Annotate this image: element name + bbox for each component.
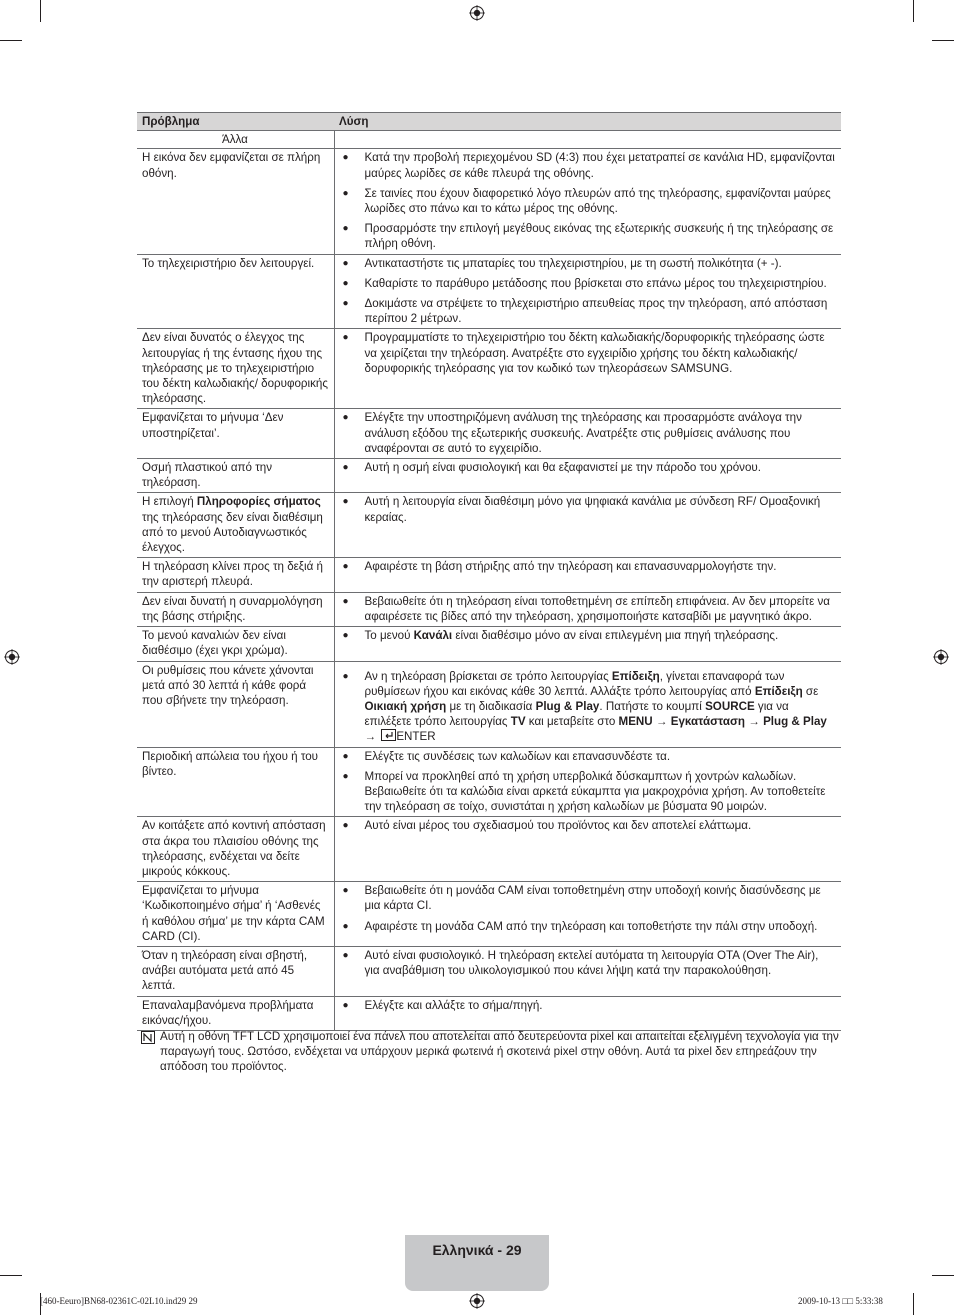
solution-item: ● Αυτή η οσμή είναι φυσιολογική και θα εξαφανιστεί με την πάροδο του χρόνου.	[340, 460, 837, 475]
enter-icon	[381, 729, 396, 741]
table-row	[137, 149, 841, 254]
solution-cell	[334, 493, 841, 558]
solution-text: Αν η τηλεόραση βρίσκεται σε τρόπο λειτουργίας	[364, 669, 612, 683]
solution-item: ● Ελέγξτε την υποστηριζόμενη ανάλυση της τηλεόρασης και προσαρμόστε ανάλογα την ανάλυση εξόδου της εξωτερικής συσκευής. Ανατρέξτε στις ρυθμίσεις ανάλυσης που αναφέρονται σε αυτό το εγχειρίδιο.	[340, 410, 837, 456]
problem-text: της τηλεόρασης δεν είναι διαθέσιμη από το μενού Αυτοδιαγνωστικός έλεγχος.	[142, 510, 323, 555]
solution-cell	[334, 459, 841, 493]
solution-item: ● Δοκιμάστε να στρέψετε το τηλεχειριστήριο απευθείας προς την τηλεόραση, από απόσταση περίπου 2 μέτρων.	[340, 296, 837, 326]
solution-item: ● Βεβαιωθείτε ότι η τηλεόραση είναι τοποθετημένη σε επίπεδη επιφάνεια. Αν δεν μπορείτε να αφαιρέσετε τις βίδες από την τηλεόραση, χρησιμοποιήστε κατσαβίδι με μαγνητικό άκρο.	[340, 594, 837, 624]
solution-text: Το μενού	[364, 629, 414, 643]
solution-item: ● Σε ταινίες που έχουν διαφορετικό λόγο πλευρών από της τηλεόρασης, εμφανίζονται μαύρες λωρίδες στο πάνω και το κάτω μέρος της οθόνης.	[340, 186, 837, 216]
table-row	[137, 627, 841, 661]
solution-item: ● Αντικαταστήστε τις μπαταρίες του τηλεχειριστηρίου, με τη σωστή πολικότητα (+ -).	[340, 256, 837, 271]
solution-cell	[334, 329, 841, 409]
solution-text-bold: Οικιακή χρήση	[364, 699, 447, 713]
problem-cell: Δεν είναι δυνατός ο έλεγχος της λειτουργίας ή της έντασης ήχου της τηλεόρασης με το τηλεχειριστήριο του δέκτη καλωδιακής/ δορυφορικής τηλεόρασης.	[137, 329, 334, 409]
crop-mark	[40, 0, 41, 22]
table-row	[137, 882, 841, 947]
solution-cell	[334, 592, 841, 626]
subheader-label: Άλλα	[222, 133, 248, 147]
problem-cell: Η εικόνα δεν εμφανίζεται σε πλήρη οθόνη.	[137, 149, 334, 254]
footer-file-info: [460-Eeuro]BN68-02361C-02L10.ind29 29	[40, 1296, 198, 1306]
crop-mark	[932, 40, 954, 41]
solution-item: ● Αυτό είναι μέρος του σχεδιασμού του προϊόντος και δεν αποτελεί ελάττωμα.	[340, 818, 837, 833]
subheader-empty	[334, 131, 841, 149]
solution-cell	[334, 254, 841, 329]
table-row	[137, 592, 841, 626]
solution-text: , γίνεται επαναφορά των ρυθμίσεων ήχου και εικόνας κάθε 30 λεπτά. Αλλάξτε τρόπο λειτουργίας από	[364, 669, 785, 698]
solution-text-bold: →	[364, 730, 380, 744]
table-header-row	[137, 113, 841, 131]
problem-cell	[137, 493, 334, 558]
solution-cell	[334, 627, 841, 661]
problem-cell: Η τηλεόραση κλίνει προς τη δεξιά ή την αριστερή πλευρά.	[137, 558, 334, 592]
problem-cell: Οι ρυθμίσεις που κάνετε χάνονται μετά από 30 λεπτά ή κάθε φορά που σβήνετε την τηλεόραση.	[137, 661, 334, 747]
problem-cell: Εμφανίζεται το μήνυμα ‘Κωδικοποιημένο σήμα’ ή ‘Ασθενές ή καθόλου σήμα’ με την κάρτα CAM CARD (CI).	[137, 882, 334, 947]
solution-cell	[334, 409, 841, 459]
solution-text-bold: TV	[510, 715, 526, 729]
solution-item: ● Ελέγξτε τις συνδέσεις των καλωδίων και επανασυνδέστε τα.	[340, 749, 837, 764]
table-row	[137, 817, 841, 882]
solution-item	[340, 669, 837, 745]
solution-text: και μεταβείτε στο	[525, 715, 619, 729]
solution-cell	[334, 661, 841, 747]
solution-item	[340, 628, 837, 643]
solution-item: ● Προσαρμόστε την επιλογή μεγέθους εικόνας της εξωτερικής συσκευής ή της τηλεόρασης σε πλήρη οθόνη.	[340, 221, 837, 251]
problem-cell: Οσμή πλαστικού από την τηλεόραση.	[137, 459, 334, 493]
table-row	[137, 661, 841, 747]
solution-text-bold: Plug & Play	[535, 699, 600, 713]
solution-cell	[334, 996, 841, 1030]
solution-text-bold: Κανάλι	[413, 629, 453, 643]
solution-text-bold: Plug & Play	[763, 715, 827, 729]
column-header-problem: Πρόβλημα	[137, 113, 334, 131]
solution-cell	[334, 558, 841, 592]
page-number-tab	[405, 1235, 549, 1291]
subheader-other	[137, 131, 334, 149]
solution-text: σε	[802, 684, 819, 698]
solution-item: ● Καθαρίστε το παράθυρο μετάδοσης που βρίσκεται στο επάνω μέρος του τηλεχειριστηρίου.	[340, 276, 837, 291]
registration-mark-icon	[469, 1293, 485, 1309]
crop-mark	[913, 1293, 914, 1315]
crop-mark	[932, 1275, 954, 1276]
problem-cell: Επαναλαμβανόμενα προβλήματα εικόνας/ήχου.	[137, 996, 334, 1030]
solution-text-bold: Επίδειξη	[611, 669, 660, 683]
solution-item: ● Αφαιρέστε τη βάση στήριξης από την τηλεόραση και επανασυναρμολογήστε την.	[340, 559, 837, 574]
table-row	[137, 946, 841, 996]
solution-cell	[334, 882, 841, 947]
table-row	[137, 996, 841, 1030]
solution-cell	[334, 946, 841, 996]
solution-item: ● Μπορεί να προκληθεί από τη χρήση υπερβολικά δύσκαμπτων ή χοντρών καλωδίων. Βεβαιωθείτε ότι τα καλώδια είναι αρκετά εύκαμπτα για μακροχρόνια χρήση. Αν τοποθετείτε την τηλεόραση σε τοίχο, συνιστάται η χρήση καλωδίων με βύσματα 90 μοιρών.	[340, 769, 837, 815]
note-block	[141, 1029, 839, 1075]
problem-text-bold: Πληροφορίες σήματος	[196, 495, 321, 509]
solution-text: . Πατήστε το κουμπί	[599, 699, 706, 713]
problem-cell: Αν κοιτάξετε από κοντινή απόσταση στα άκρα του πλαισίου οθόνης της τηλεόρασης, ενδέχεται να δείτε μικρούς κόκκους.	[137, 817, 334, 882]
problem-cell: Το τηλεχειριστήριο δεν λειτουργεί.	[137, 254, 334, 329]
solution-cell	[334, 149, 841, 254]
solution-text-bold: →	[652, 715, 671, 729]
table-row	[137, 493, 841, 558]
solution-item: ● Αφαιρέστε τη μονάδα CAM από την τηλεόραση και τοποθετήστε την πάλι στην υποδοχή.	[340, 919, 837, 934]
table-row	[137, 254, 841, 329]
registration-mark-icon	[469, 5, 485, 21]
registration-mark-icon	[933, 649, 949, 665]
solution-text-bold: Εγκατάσταση	[670, 715, 746, 729]
column-header-solution: Λύση	[334, 113, 841, 131]
table-row	[137, 329, 841, 409]
solution-item: ● Αυτή η λειτουργία είναι διαθέσιμη μόνο για ψηφιακά κανάλια με σύνδεση RF/ Ομοαξονική κεραίας.	[340, 494, 837, 524]
solution-text: με τη διαδικασία	[446, 699, 536, 713]
problem-cell: Δεν είναι δυνατή η συναρμολόγηση της βάσης στήριξης.	[137, 592, 334, 626]
solution-cell	[334, 747, 841, 817]
solution-text: είναι διαθέσιμο μόνο αν είναι επιλεγμένη μια πηγή τηλεόρασης.	[452, 629, 779, 643]
crop-mark	[913, 0, 914, 22]
note-text: Αυτή η οθόνη TFT LCD χρησιμοποιεί ένα πάνελ που αποτελείται από δευτερεύοντα pixel και απαιτείται εξελιγμένη τεχνολογία για την παραγωγή τους. Ωστόσο, ενδέχεται να υπάρχουν μερικά φωτεινά ή σκοτεινά pixel στην οθόνη. Αυτά τα pixel δεν επηρεάζουν την απόδοση του προϊόντος.	[160, 1030, 839, 1074]
solution-item: ● Αυτό είναι φυσιολογικό. Η τηλεόραση εκτελεί αυτόματα τη λειτουργία OTA (Over The Air), για αναβάθμιση του υλικολογισμικού που κάνει λήψη κατά την παρακολούθηση.	[340, 948, 837, 978]
page-number-label: Ελληνικά - 29	[432, 1242, 522, 1258]
problem-cell: Περιοδική απώλεια του ήχου ή του βίντεο.	[137, 747, 334, 817]
solution-text-bold: SOURCE	[705, 699, 755, 713]
solution-text: για να επιλέξετε τρόπο λειτουργίας	[364, 699, 789, 729]
table-row	[137, 459, 841, 493]
troubleshooting-table	[137, 112, 841, 1031]
crop-mark	[0, 40, 22, 41]
solution-text-bold: →	[745, 715, 764, 729]
table-row	[137, 747, 841, 817]
footer-timestamp: 2009-10-13 □□ 5:33:38	[798, 1296, 883, 1306]
problem-cell: Εμφανίζεται το μήνυμα ‘Δεν υποστηρίζεται’.	[137, 409, 334, 459]
solution-item: ● Βεβαιωθείτε ότι η μονάδα CAM είναι τοποθετημένη στην υποδοχή κοινής διασύνδεσης με μια κάρτα CI.	[340, 883, 837, 913]
registration-mark-icon	[4, 649, 20, 665]
problem-cell: Το μενού καναλιών δεν είναι διαθέσιμο (έχει γκρι χρώμα).	[137, 627, 334, 661]
solution-text: ENTER	[396, 730, 436, 744]
solution-cell	[334, 817, 841, 882]
solution-text-bold: MENU	[618, 715, 653, 729]
crop-mark	[0, 1275, 22, 1276]
solution-item: ● Κατά την προβολή περιεχομένου SD (4:3) που έχει μετατραπεί σε κανάλια HD, εμφανίζονται μαύρες λωρίδες σε κάθε πλευρά της οθόνης.	[340, 150, 837, 180]
table-row	[137, 558, 841, 592]
note-icon	[141, 1031, 155, 1044]
solution-item: ● Ελέγξτε και αλλάξτε το σήμα/πηγή.	[340, 998, 837, 1013]
solution-text-bold: Επίδειξη	[754, 684, 803, 698]
table-subheader-row	[137, 131, 841, 149]
problem-text: Η επιλογή	[142, 495, 197, 509]
problem-cell: Όταν η τηλεόραση είναι σβηστή, ανάβει αυτόματα μετά από 45 λεπτά.	[137, 946, 334, 996]
solution-item: ● Προγραμματίστε το τηλεχειριστήριο του δέκτη καλωδιακής/δορυφορικής τηλεόρασης ώστε να χειρίζεται την τηλεόραση. Ανατρέξτε στο εγχειρίδιο χρήσης του δέκτη καλωδιακής/δορυφορικής τηλεόρασης για τον κωδικό των τηλεοράσεων SAMSUNG.	[340, 330, 837, 376]
table-row	[137, 409, 841, 459]
